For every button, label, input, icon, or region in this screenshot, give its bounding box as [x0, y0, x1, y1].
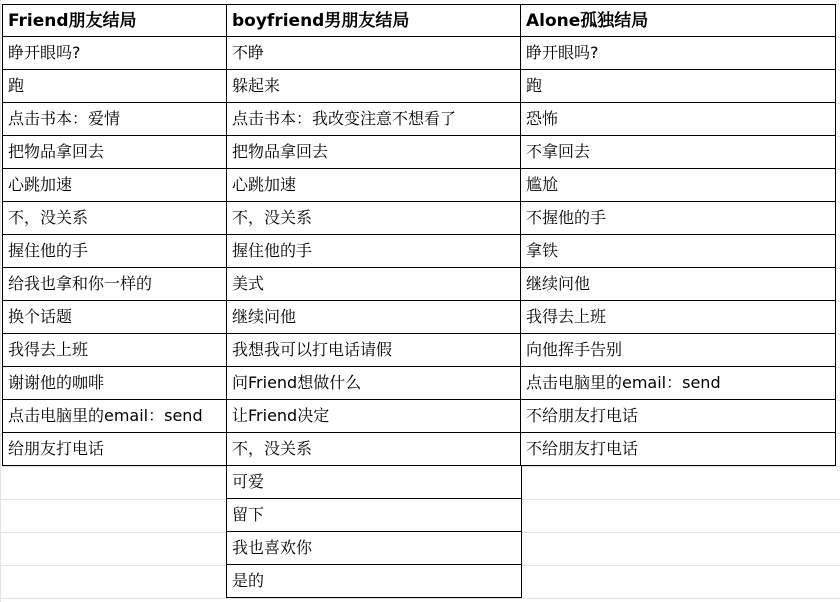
table-cell[interactable]: 我得去上班 [2, 334, 228, 367]
table-cell[interactable]: 不，没关系 [2, 202, 228, 235]
column-header-alone[interactable]: Alone孤独结局 [520, 4, 836, 37]
table-cell[interactable]: 不，没关系 [226, 433, 522, 466]
table-cell[interactable]: 不给朋友打电话 [520, 433, 836, 466]
table-cell[interactable]: 点击书本：我改变注意不想看了 [226, 103, 522, 136]
table-cell[interactable]: 给我也拿和你一样的 [2, 268, 228, 301]
column-header-boyfriend[interactable]: boyfriend男朋友结局 [226, 4, 522, 37]
table-cell[interactable]: 睁开眼吗? [2, 37, 228, 70]
column-header-friend[interactable]: Friend朋友结局 [2, 4, 228, 37]
column-friend-ending [2, 4, 228, 466]
table-cell[interactable]: 是的 [226, 565, 522, 598]
table-cell[interactable]: 心跳加速 [2, 169, 228, 202]
table-cell[interactable]: 向他挥手告别 [520, 334, 836, 367]
table-cell[interactable]: 谢谢他的咖啡 [2, 367, 228, 400]
table-cell[interactable]: 不给朋友打电话 [520, 400, 836, 433]
table-cell[interactable]: 不握他的手 [520, 202, 836, 235]
table-cell[interactable]: 让Friend决定 [226, 400, 522, 433]
table-cell[interactable]: 不，没关系 [226, 202, 522, 235]
table-cell[interactable]: 跑 [2, 70, 228, 103]
table-cell[interactable]: 点击书本：爱情 [2, 103, 228, 136]
table-cell[interactable]: 把物品拿回去 [2, 136, 228, 169]
table-cell[interactable]: 问Friend想做什么 [226, 367, 522, 400]
table-cell[interactable]: 我也喜欢你 [226, 532, 522, 565]
table-cell[interactable]: 尴尬 [520, 169, 836, 202]
table-cell[interactable]: 不睁 [226, 37, 522, 70]
table-cell[interactable]: 继续问他 [520, 268, 836, 301]
table-cell[interactable]: 继续问他 [226, 301, 522, 334]
table-cell[interactable]: 躲起来 [226, 70, 522, 103]
table-cell[interactable]: 不拿回去 [520, 136, 836, 169]
table-cell[interactable]: 握住他的手 [2, 235, 228, 268]
column-alone-ending [520, 4, 836, 466]
table-cell[interactable]: 可爱 [226, 466, 522, 499]
table-cell[interactable]: 握住他的手 [226, 235, 522, 268]
table-cell[interactable]: 把物品拿回去 [226, 136, 522, 169]
table-cell[interactable]: 跑 [520, 70, 836, 103]
table-cell[interactable]: 留下 [226, 499, 522, 532]
table-cell[interactable]: 睁开眼吗? [520, 37, 836, 70]
table-cell[interactable]: 拿铁 [520, 235, 836, 268]
table-cell[interactable]: 恐怖 [520, 103, 836, 136]
table-cell[interactable]: 美式 [226, 268, 522, 301]
table-cell[interactable]: 换个话题 [2, 301, 228, 334]
table-cell[interactable]: 我得去上班 [520, 301, 836, 334]
table-cell[interactable]: 我想我可以打电话请假 [226, 334, 522, 367]
table-cell[interactable]: 点击电脑里的email：send [2, 400, 228, 433]
table-cell[interactable]: 心跳加速 [226, 169, 522, 202]
table-cell[interactable]: 点击电脑里的email：send [520, 367, 836, 400]
table-cell[interactable]: 给朋友打电话 [2, 433, 228, 466]
column-boyfriend-ending [226, 4, 522, 598]
